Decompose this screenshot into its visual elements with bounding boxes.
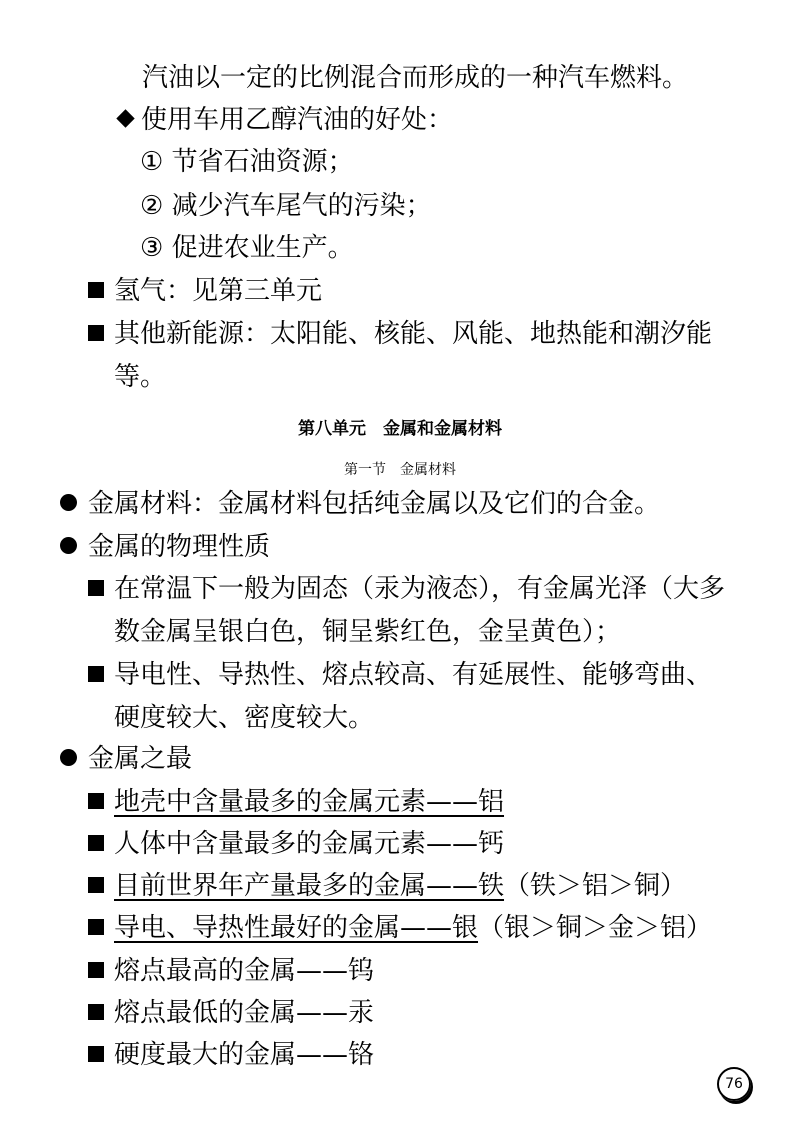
physical-text: 在常温下一般为固态（汞为液态），有金属光泽（大多 xyxy=(114,574,726,604)
square-bullet-icon xyxy=(88,919,104,935)
other-energy-continued: 等。 xyxy=(114,362,167,392)
hydrogen-item xyxy=(88,275,322,307)
square-bullet-icon xyxy=(88,325,104,341)
materials-text: 金属材料：金属材料包括纯金属以及它们的合金。 xyxy=(88,489,661,519)
page-number: 76 xyxy=(717,1067,751,1101)
benefits-title: 使用车用乙醇汽油的好处： xyxy=(141,105,454,135)
square-bullet-icon xyxy=(88,282,104,298)
square-bullet-icon xyxy=(88,835,104,851)
physical-heading xyxy=(60,531,270,563)
unit-title: 第八单元 金属和金属材料 xyxy=(298,419,502,439)
superlative-heading xyxy=(60,743,192,775)
square-bullet-icon xyxy=(88,962,104,978)
superlative-note: （银＞铜＞金＞铝） xyxy=(478,913,713,943)
square-bullet-icon xyxy=(88,793,104,809)
superlative-note: （铁＞铝＞铜） xyxy=(504,871,687,901)
hydrogen-text: 氢气：见第三单元 xyxy=(114,276,323,306)
square-bullet-icon xyxy=(88,877,104,893)
physical-item xyxy=(88,573,725,605)
benefit-item: ③ 促进农业生产。 xyxy=(140,233,354,263)
materials-item xyxy=(60,488,660,520)
section-title: 第一节 金属材料 xyxy=(344,462,456,478)
superlative-item xyxy=(88,912,712,944)
square-bullet-icon xyxy=(88,1004,104,1020)
superlative-text: 地壳中含量最多的金属元素——铝 xyxy=(114,787,505,817)
physical-item xyxy=(88,659,712,691)
superlative-item xyxy=(88,870,686,902)
benefit-item: ① 节省石油资源； xyxy=(140,147,354,177)
superlative-item xyxy=(88,1039,374,1071)
circle-bullet-icon xyxy=(60,749,77,766)
physical-title: 金属的物理性质 xyxy=(88,532,271,562)
superlative-text: 目前世界年产量最多的金属——铁 xyxy=(114,871,505,901)
square-bullet-icon xyxy=(88,580,104,596)
physical-continued: 硬度较大、密度较大。 xyxy=(114,703,375,733)
other-energy-item xyxy=(88,318,712,350)
superlative-item xyxy=(88,955,374,987)
superlative-title: 金属之最 xyxy=(88,744,193,774)
superlative-text: 导电、导热性最好的金属——银 xyxy=(114,913,479,943)
square-bullet-icon xyxy=(88,1046,104,1062)
superlative-text: 熔点最低的金属——汞 xyxy=(114,998,375,1028)
superlative-text: 熔点最高的金属——钨 xyxy=(114,956,375,986)
benefit-item: ② 减少汽车尾气的污染； xyxy=(140,191,432,221)
physical-continued: 数金属呈银白色，铜呈紫红色，金呈黄色）； xyxy=(114,617,622,647)
circle-bullet-icon xyxy=(60,537,77,554)
superlative-item xyxy=(88,997,374,1029)
diamond-bullet-icon xyxy=(116,109,134,127)
physical-text: 导电性、导热性、熔点较高、有延展性、能够弯曲、 xyxy=(114,660,713,690)
superlative-item xyxy=(88,786,504,818)
intro-line: 汽油以一定的比例混合而形成的一种汽车燃料。 xyxy=(142,63,689,93)
circle-bullet-icon xyxy=(60,494,77,511)
superlative-text: 人体中含量最多的金属元素——钙 xyxy=(114,829,505,859)
benefits-heading xyxy=(115,104,453,136)
superlative-item xyxy=(88,828,504,860)
other-energy-text: 其他新能源：太阳能、核能、风能、地热能和潮汐能 xyxy=(114,319,713,349)
square-bullet-icon xyxy=(88,666,104,682)
superlative-text: 硬度最大的金属——铬 xyxy=(114,1040,375,1070)
